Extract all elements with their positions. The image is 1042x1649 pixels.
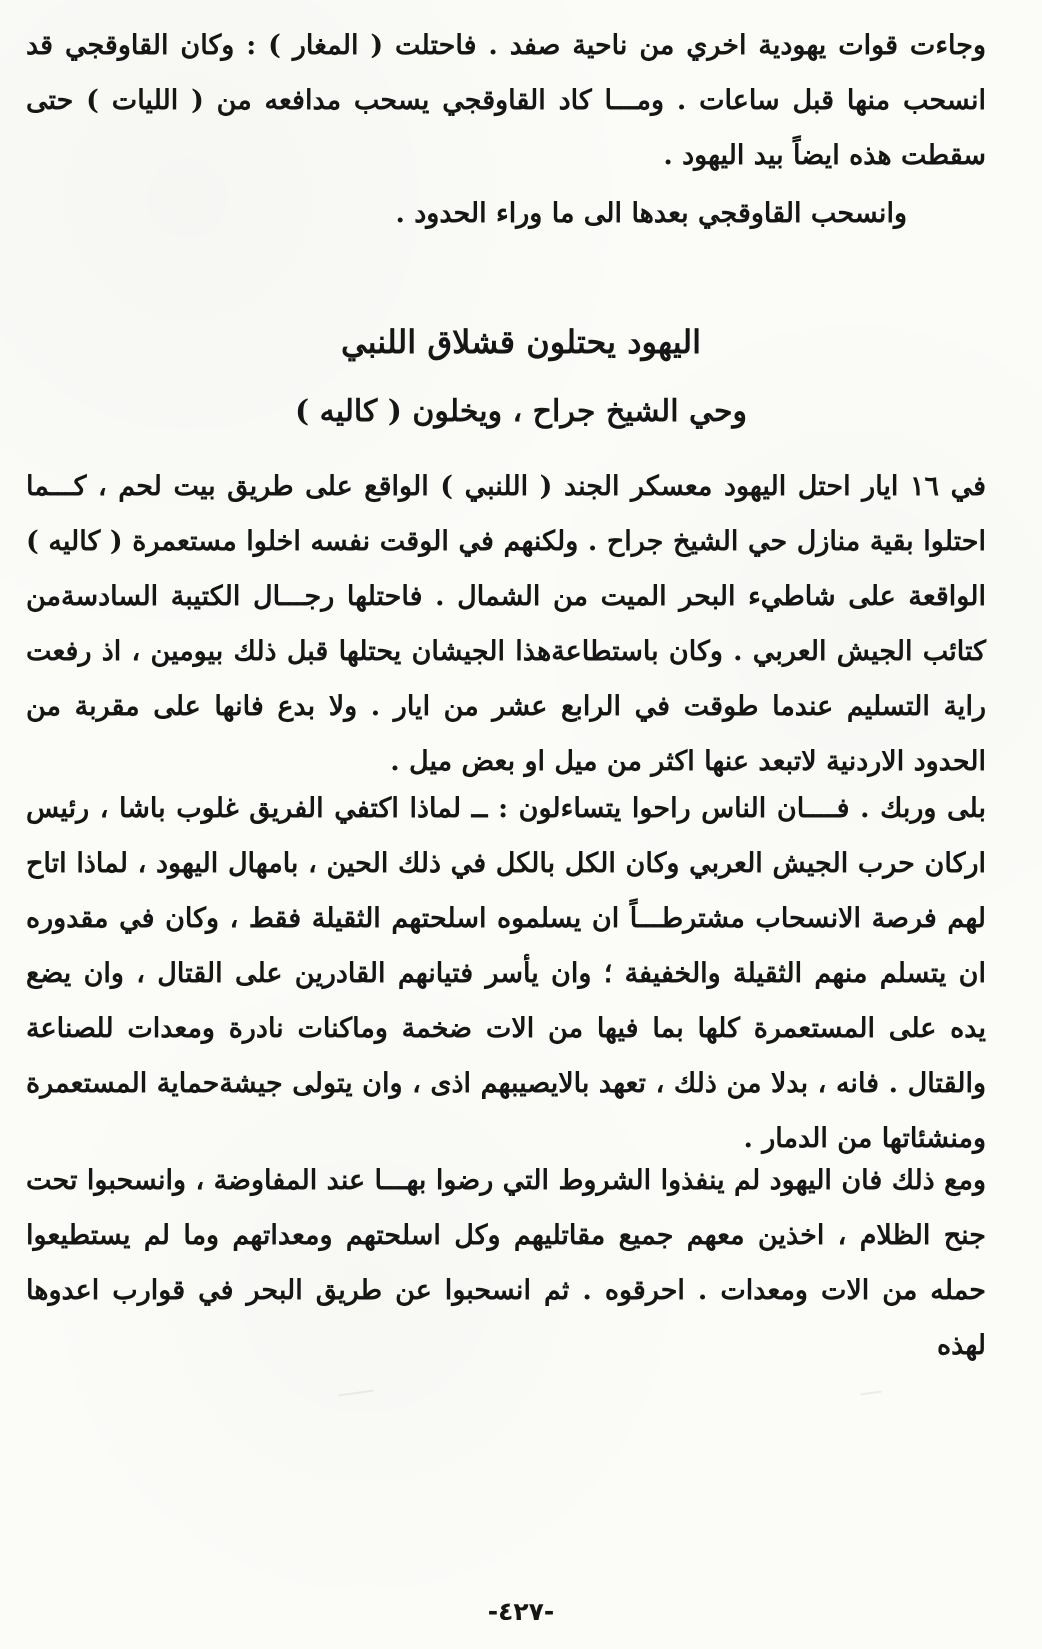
paragraph-5: ومع ذلك فان اليهود لم ينفذوا الشروط التي رضوا بهـــا عند المفاوضة ، وانسحبوا تحت جنح الظلام ، اخذين معهم جميع مقاتليهم وكل اسلحتهم ومعداتهم وما لم يستطيعوا حمله من الات ومعدات . احرقوه . ثم انسحبوا عن طريق البحر في قوارب اعدوها لهذه: [26, 1165, 986, 1361]
paragraph-1: وجاءت قوات يهودية اخري من ناحية صفد . فاحتلت ( المغار ) : وكان القاوقجي قد انسحب منها قبل ساعات . ومـــا كاد القاوقجي يسحب مدافعه من ( الليات ) حتى سقطت هذه ايضاً بيد اليهود .: [26, 30, 986, 171]
page-number: -٤٢٧-: [487, 1597, 555, 1626]
section-heading-line-1: اليهود يحتلون قشلاق اللنبي: [340, 323, 702, 361]
paragraph-4: بلى وربك . فــــان الناس راحوا يتساءلون : ــ لماذا اكتفي الفريق غلوب باشا ، رئيس اركان حرب الجيش العربي وكان الكل بالكل في ذلك الحين ، بامهال اليهود ، لماذا اتاح لهم فرصة الانسحاب مشترطـــاً ان يسلموه اسلحتهم الثقيلة فقط ، وكان في مقدوره ان يتسلم منهم الثقيلة والخفيفة ؛ وان يأسر فتيانهم القادرين على القتال ، وان يضع يده على المستعمرة كلها بما فيها من الات ضخمة وماكنات نادرة ومعدات للصناعة والقتال . فانه ، بدلا من ذلك ، تعهد بالايصيبهم اذى ، وان يتولى جيشةحماية المستعمرة ومنشئاتها من الدمار .: [26, 793, 986, 1154]
paper-mark: [860, 1390, 882, 1395]
paper-mark: [338, 1390, 374, 1397]
paragraph-3: في ١٦ ايار احتل اليهود معسكر الجند ( اللنبي ) الواقع على طريق بيت لحم ، كـــما احتلوا بقية منازل حي الشيخ جراح . ولكنهم في الوقت نفسه اخلوا مستعمرة ( كاليه ) الواقعة على شاطيء البحر الميت من الشمال . فاحتلها رجـــال الكتيبة السادسةمن كتائب الجيش العربي . وكان باستطاعةهذا الجيشان يحتلها قبل ذلك بيومين ، اذ رفعت راية التسليم عندما طوقت في الرابع عشر من ايار . ولا بدع فانها على مقربة من الحدود الاردنية لاتبعد عنها اكثر من ميل او بعض ميل .: [26, 471, 986, 777]
paragraph-2: وانسحب القاوقجي بعدها الى ما وراء الحدود .: [395, 198, 907, 229]
section-heading-line-2: وحي الشيخ جراح ، ويخلون ( كاليه ): [294, 394, 748, 429]
